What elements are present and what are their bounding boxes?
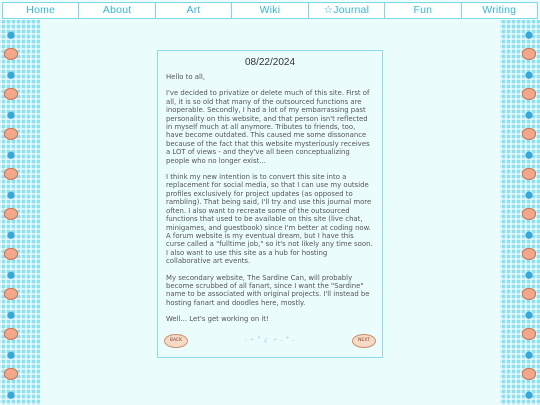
- nav-fun[interactable]: Fun: [385, 3, 461, 18]
- next-button[interactable]: NEXT: [352, 334, 376, 348]
- bear-face-icon: [522, 88, 536, 100]
- nav-home[interactable]: Home: [3, 3, 79, 18]
- post-footer: [164, 331, 376, 351]
- paw-print-icon: [522, 28, 536, 40]
- paw-print-icon: [4, 148, 18, 160]
- back-button[interactable]: BACK: [164, 334, 188, 348]
- nav-writing[interactable]: Writing: [482, 4, 517, 16]
- paw-print-icon: [4, 108, 18, 120]
- bear-face-icon: [522, 128, 536, 140]
- paw-print-icon: [522, 268, 536, 280]
- bear-face-icon: [4, 208, 18, 220]
- bear-face-icon: [4, 88, 18, 100]
- nav-art[interactable]: Art: [156, 3, 232, 18]
- right-decorative-strip: [500, 20, 540, 405]
- bear-face-icon: [522, 328, 536, 340]
- bear-face-icon: [4, 368, 18, 380]
- paw-print-icon: [522, 388, 536, 400]
- post-paragraph: I think my new intention is to convert this site into a replacement for social media, so that I can use my outside profiles exclusively for project updates (as opposed to rambling). That being said, I'll try and use this journal more often. I also want to recreate some of the outsourced functions that used to be available on this site (live chat, minigames, and guestbook) since I'm better at coding now. A forum website is my eventual dream, but I have this curse called a "fulltime job," so it's not likely any time soon. I also want to use this site as a hub for hosting collaborative art events.: [166, 173, 373, 266]
- post-paragraph: My secondary website, The Sardine Can, will probably become scrubbed of all fanart, since I want the "Sardine" name to be associated with original projects. I'll instead be hosting fanart and doodles here, mostly.: [166, 273, 370, 307]
- paw-print-icon: [522, 108, 536, 120]
- bear-face-icon: [522, 288, 536, 300]
- nav-journal[interactable]: ☆Journal: [309, 3, 385, 18]
- bear-face-icon: [522, 48, 536, 60]
- paw-print-icon: [522, 68, 536, 80]
- paw-print-icon: [522, 228, 536, 240]
- paw-print-icon: [4, 188, 18, 200]
- paw-print-icon: [4, 268, 18, 280]
- nav-about[interactable]: About: [79, 3, 155, 18]
- paw-print-icon: [522, 148, 536, 160]
- bear-face-icon: [4, 248, 18, 260]
- bear-face-icon: [522, 368, 536, 380]
- top-nav: [2, 2, 538, 19]
- paw-print-icon: [4, 388, 18, 400]
- bear-face-icon: [4, 168, 18, 180]
- post-paragraph: I've decided to privatize or delete much of this site. First of all, it is so old that many of the outsourced functions are inoperable. Secondly, I had a lot of my embarrassing past personality on this website, and that person isn't reflected in myself much at all anymore. Tributes to friends, too, have become outdated. This caused me some dissonance because of the fact that this website mysteriously receives a LOT of views - and they've all been conceptualizing people who no longer exist...: [166, 89, 370, 165]
- bear-face-icon: [4, 288, 18, 300]
- bear-face-icon: [4, 128, 18, 140]
- paw-print-icon: [4, 228, 18, 240]
- post-paragraph: Hello to all,: [166, 73, 206, 81]
- paw-print-icon: [522, 188, 536, 200]
- journal-post: [157, 50, 383, 358]
- bear-face-icon: [522, 208, 536, 220]
- nav-wiki[interactable]: Wiki: [232, 3, 308, 18]
- bear-face-icon: [4, 328, 18, 340]
- paw-print-icon: [4, 348, 18, 360]
- paw-print-icon: [522, 308, 536, 320]
- paw-print-icon: [4, 28, 18, 40]
- post-date: 08/22/2024: [244, 57, 296, 68]
- post-paragraph: Well... Let's get working on it!: [166, 315, 269, 324]
- paw-print-icon: [522, 348, 536, 360]
- star-moon-divider: · ⁺ ˚ ☾ ⁺ · ˚ ·: [244, 337, 296, 345]
- bear-face-icon: [522, 248, 536, 260]
- bear-face-icon: [4, 48, 18, 60]
- left-decorative-strip: [0, 20, 40, 405]
- bear-face-icon: [522, 168, 536, 180]
- paw-print-icon: [4, 308, 18, 320]
- paw-print-icon: [4, 68, 18, 80]
